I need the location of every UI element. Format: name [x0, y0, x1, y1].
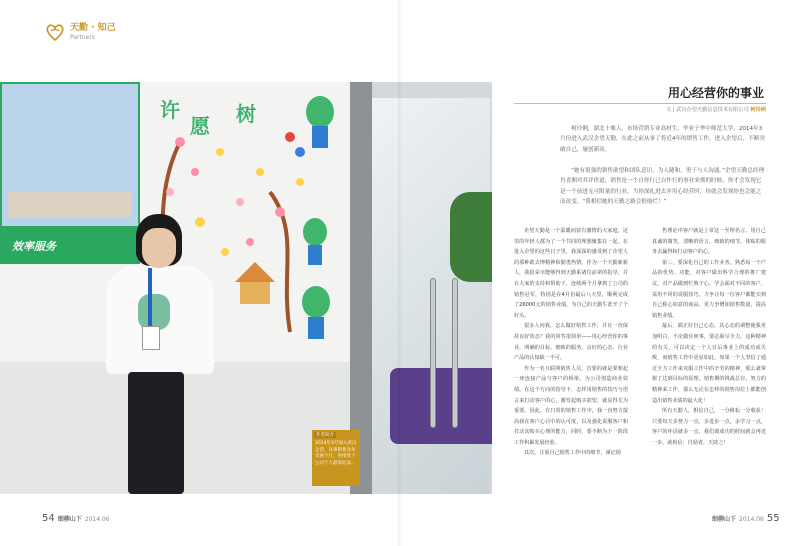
plant-leaves — [450, 192, 492, 282]
paragraph: 作为一名互联网销售人员，首要的就是要架起一座连接产品与客户的桥梁，为公司创造商业效绩。在这个方向的指导下，怎样用销售的技巧与语言来打动客户的心，激发起购买欲望，就显得尤为重要。因此，在日常的销售工作中，我一直努力提高我在客户心目中的认可度，以及强化说服客户和打动其购买心理的能力，同时，要不断为下一阶段工作积累发展经验。 — [514, 365, 628, 446]
article-column-right — [652, 226, 766, 448]
partners-logo-icon — [44, 22, 66, 42]
paragraph: 售理论中客户就是上帝这一至理名言。用自己真诚的微笑，清晰的语言，细致的细节，体贴的服务去赢得和打动客户的心。 — [652, 228, 766, 256]
footer-right — [712, 513, 780, 524]
byline-author: 柯玲俐 — [750, 107, 766, 113]
portrait-subject — [100, 214, 220, 494]
byline-prefix: 文 | 武汉企望天勤信息技术有限公司 — [665, 107, 749, 113]
paragraph: 企望天勤是一个温暖而富有激情的大家庭，这里的年轻人都为了一个共同的理想聚集在一起。在进入企望的这些日子里，我深深的感受到了企望人的那种敢去博精神和勤勇热情。作为一个天勤新新人，我很荣幸能够得到天勤系诸位前辈的指导，并在大家的支持和帮助下，连续两个月拿到了公司的销售冠军，特别是在4月份最后八天里，顺利完成了26000元的销售业绩，为自己的天勤生涯开了个好头。 — [514, 228, 628, 319]
subject-face — [142, 228, 176, 268]
title-rule — [514, 103, 766, 104]
subject-lanyard — [148, 268, 152, 328]
paragraph: 所有天勤人，相信自己，一分耕耘一分收获！只要每天多努力一点，多进步一点，多学习一点，客户的坏话就多一点，我们离成功的时间就会再近一步，就相信：自励者，天助之！ — [652, 408, 766, 446]
magazine-name-left: 细柳山下 — [57, 516, 82, 523]
page-number-left: 54 — [42, 513, 55, 524]
footer-left — [42, 513, 110, 524]
wish-tree-char-3: 树 — [236, 102, 256, 126]
door-handle-left — [430, 278, 436, 428]
section-subtitle: Partners — [70, 33, 95, 41]
paragraph: 第三，要深化自己的工作业务。熟悉每一个产品的优势、功能，对客户做出科学合理的推广建议，对产品做到烂熟于心，学会面对不同的客户，采用不同的说服技巧。力争让每一位客户都能买到自己称心如意的商品，更力争增加销售数量，提高销售业绩。 — [652, 259, 766, 319]
wish-tree-char-2: 愿 — [190, 114, 210, 138]
poster-banner-text: 效率服务 — [12, 240, 56, 253]
magazine-name-right: 细柳山下 — [712, 516, 737, 523]
section-title-block — [70, 23, 116, 42]
paragraph: 其次，注重自己销售工作中的细节，谨记销 — [524, 450, 621, 457]
issue-date-left: 2014.06 — [84, 516, 110, 523]
article-title: 用心经营你的事业 — [667, 86, 764, 100]
section-title: 天勤 · 知己 — [70, 22, 116, 33]
article-column-left — [514, 226, 628, 459]
purple-sofa — [390, 368, 492, 444]
profile-text: 2014年3月加入武汉企望，从事销售业务员两个月，连续签下公司个人最高纪录。 — [315, 441, 357, 466]
shirt-mascot-print — [138, 294, 170, 330]
article-intro-1: 柯玲俐，湖北十堰人，市场营销专业高材生，毕业于华中师范大学。2014年3月份进入武汉企望天勤，在此之前从事了将近4年的销售工作，进入企望后，不断突破自己，屡创新高。 — [560, 126, 765, 153]
subject-id-badge — [142, 326, 160, 350]
door-handle-right — [452, 278, 458, 428]
page-number-right: 55 — [766, 513, 780, 524]
profile-label: 作者简介 — [316, 433, 334, 438]
wish-tree-char-1: 许 — [160, 98, 180, 122]
article-intro-2: “她有很强的销售欲望和团队意识，为人随和，勇于与人沟通。”企望天勤总经理肖青湘对其评价道，销售是一个自你行己自作行的事业来彻的时候，你才会发现它是一个前进无可限量的行业，当你深扎进去并用心经营时，你就会发现你也会能之而改变。“我相信她的天勤之路会很灿烂！” — [560, 168, 765, 206]
article-byline — [560, 106, 766, 113]
subject-pants — [128, 372, 184, 494]
section-header — [44, 22, 116, 42]
page-fold — [398, 0, 402, 546]
paragraph: 很多人问我，怎么做好销售工作，并且一直保持良好状态？我的回答很简单——用心经营你的事业。明确的目标、细致的服务、良好的心态、行业产品的认知缺一不可。 — [514, 323, 628, 362]
portrait-photo — [0, 82, 492, 494]
issue-date-right: 2014.06 — [739, 516, 764, 523]
author-profile-box — [312, 430, 360, 486]
paragraph: 最后，端正好自己心态。其心态的调整使我更加明白，不论做任何事，要必须尽全力。这种精神的有关，可以决定一个人日后事业上的成功或失败，而销售工作中更显如此。如果一个人坚信了通过全力工作来克服工作中的辛劳的精神，那么就掌握了达到目标的原理。销售期的挑战总有，努力的精神来工作，那么无论在怎样的销售岗位上都能创造出销售业绩的最大化！ — [652, 323, 766, 404]
